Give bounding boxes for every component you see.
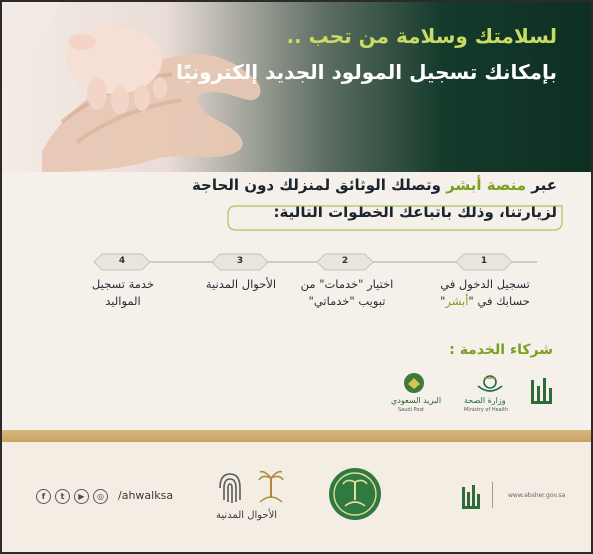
step-1-number: 1 [480,256,488,266]
moh-english-label: Ministry of Health [464,407,509,413]
civil-affairs-label: الأحوال المدنية [216,510,278,521]
step-3-number: 3 [236,256,244,266]
intro-line-1: عبر منصة أبشر وتصلك الوثائق لمنزلك دون الحاجة [191,176,557,194]
fingerprint-icon [216,470,244,506]
instagram-icon[interactable]: ◎ [93,489,108,504]
facebook-icon[interactable]: f [36,489,51,504]
hero-subtitle: بإمكانك تسجيل المولود الجديد إلكترونيًا [175,60,557,84]
youtube-icon[interactable]: ▶ [74,489,89,504]
step-1-label: تسجيل الدخول في حسابك في "أبشر" [440,277,530,308]
absher-platform-highlight: منصة أبشر [446,176,527,194]
footer-separator [492,482,493,508]
absher-logo [529,374,555,408]
social-icons [36,489,108,504]
step-4-label: خدمة تسجيل المواليد [91,277,155,308]
step-2-label: اختيار "خدمات" من تبويب "خدماتي" [300,277,394,308]
absher-footer-logo [460,482,484,512]
steps-timeline [2,172,591,292]
hero-banner [2,2,591,172]
moh-label: وزارة الصحة [464,396,506,405]
saudi-post-label: البريد السعودي [391,396,442,405]
content-area [2,172,591,430]
saudi-post-logo [402,372,426,394]
hero-title: لسلامتك وسلامة من تحب .. [286,24,557,48]
partners-title: شركاء الخدمة : [449,342,553,358]
social-handle[interactable]: /ahwalksa [118,489,174,502]
step-2-number: 2 [341,256,349,266]
absher-highlight: أبشر [445,294,469,308]
gold-divider [2,430,591,442]
ministry-seal-icon [327,466,383,522]
intro-line-2: لزيارتنا، وذلك باتباعك الخطوات التالية: [273,203,557,221]
saudi-post-english-label: Saudi Post [398,407,425,413]
step-4-number: 4 [118,256,126,266]
palm-swords-emblem-icon [256,468,286,506]
bracket-line [228,206,562,230]
footer [2,442,591,552]
twitter-icon[interactable]: t [55,489,70,504]
website-url[interactable]: www.absher.gov.sa [508,492,566,499]
ministry-of-health-logo [470,372,510,398]
step-3-label: الأحوال المدنية [205,277,277,291]
